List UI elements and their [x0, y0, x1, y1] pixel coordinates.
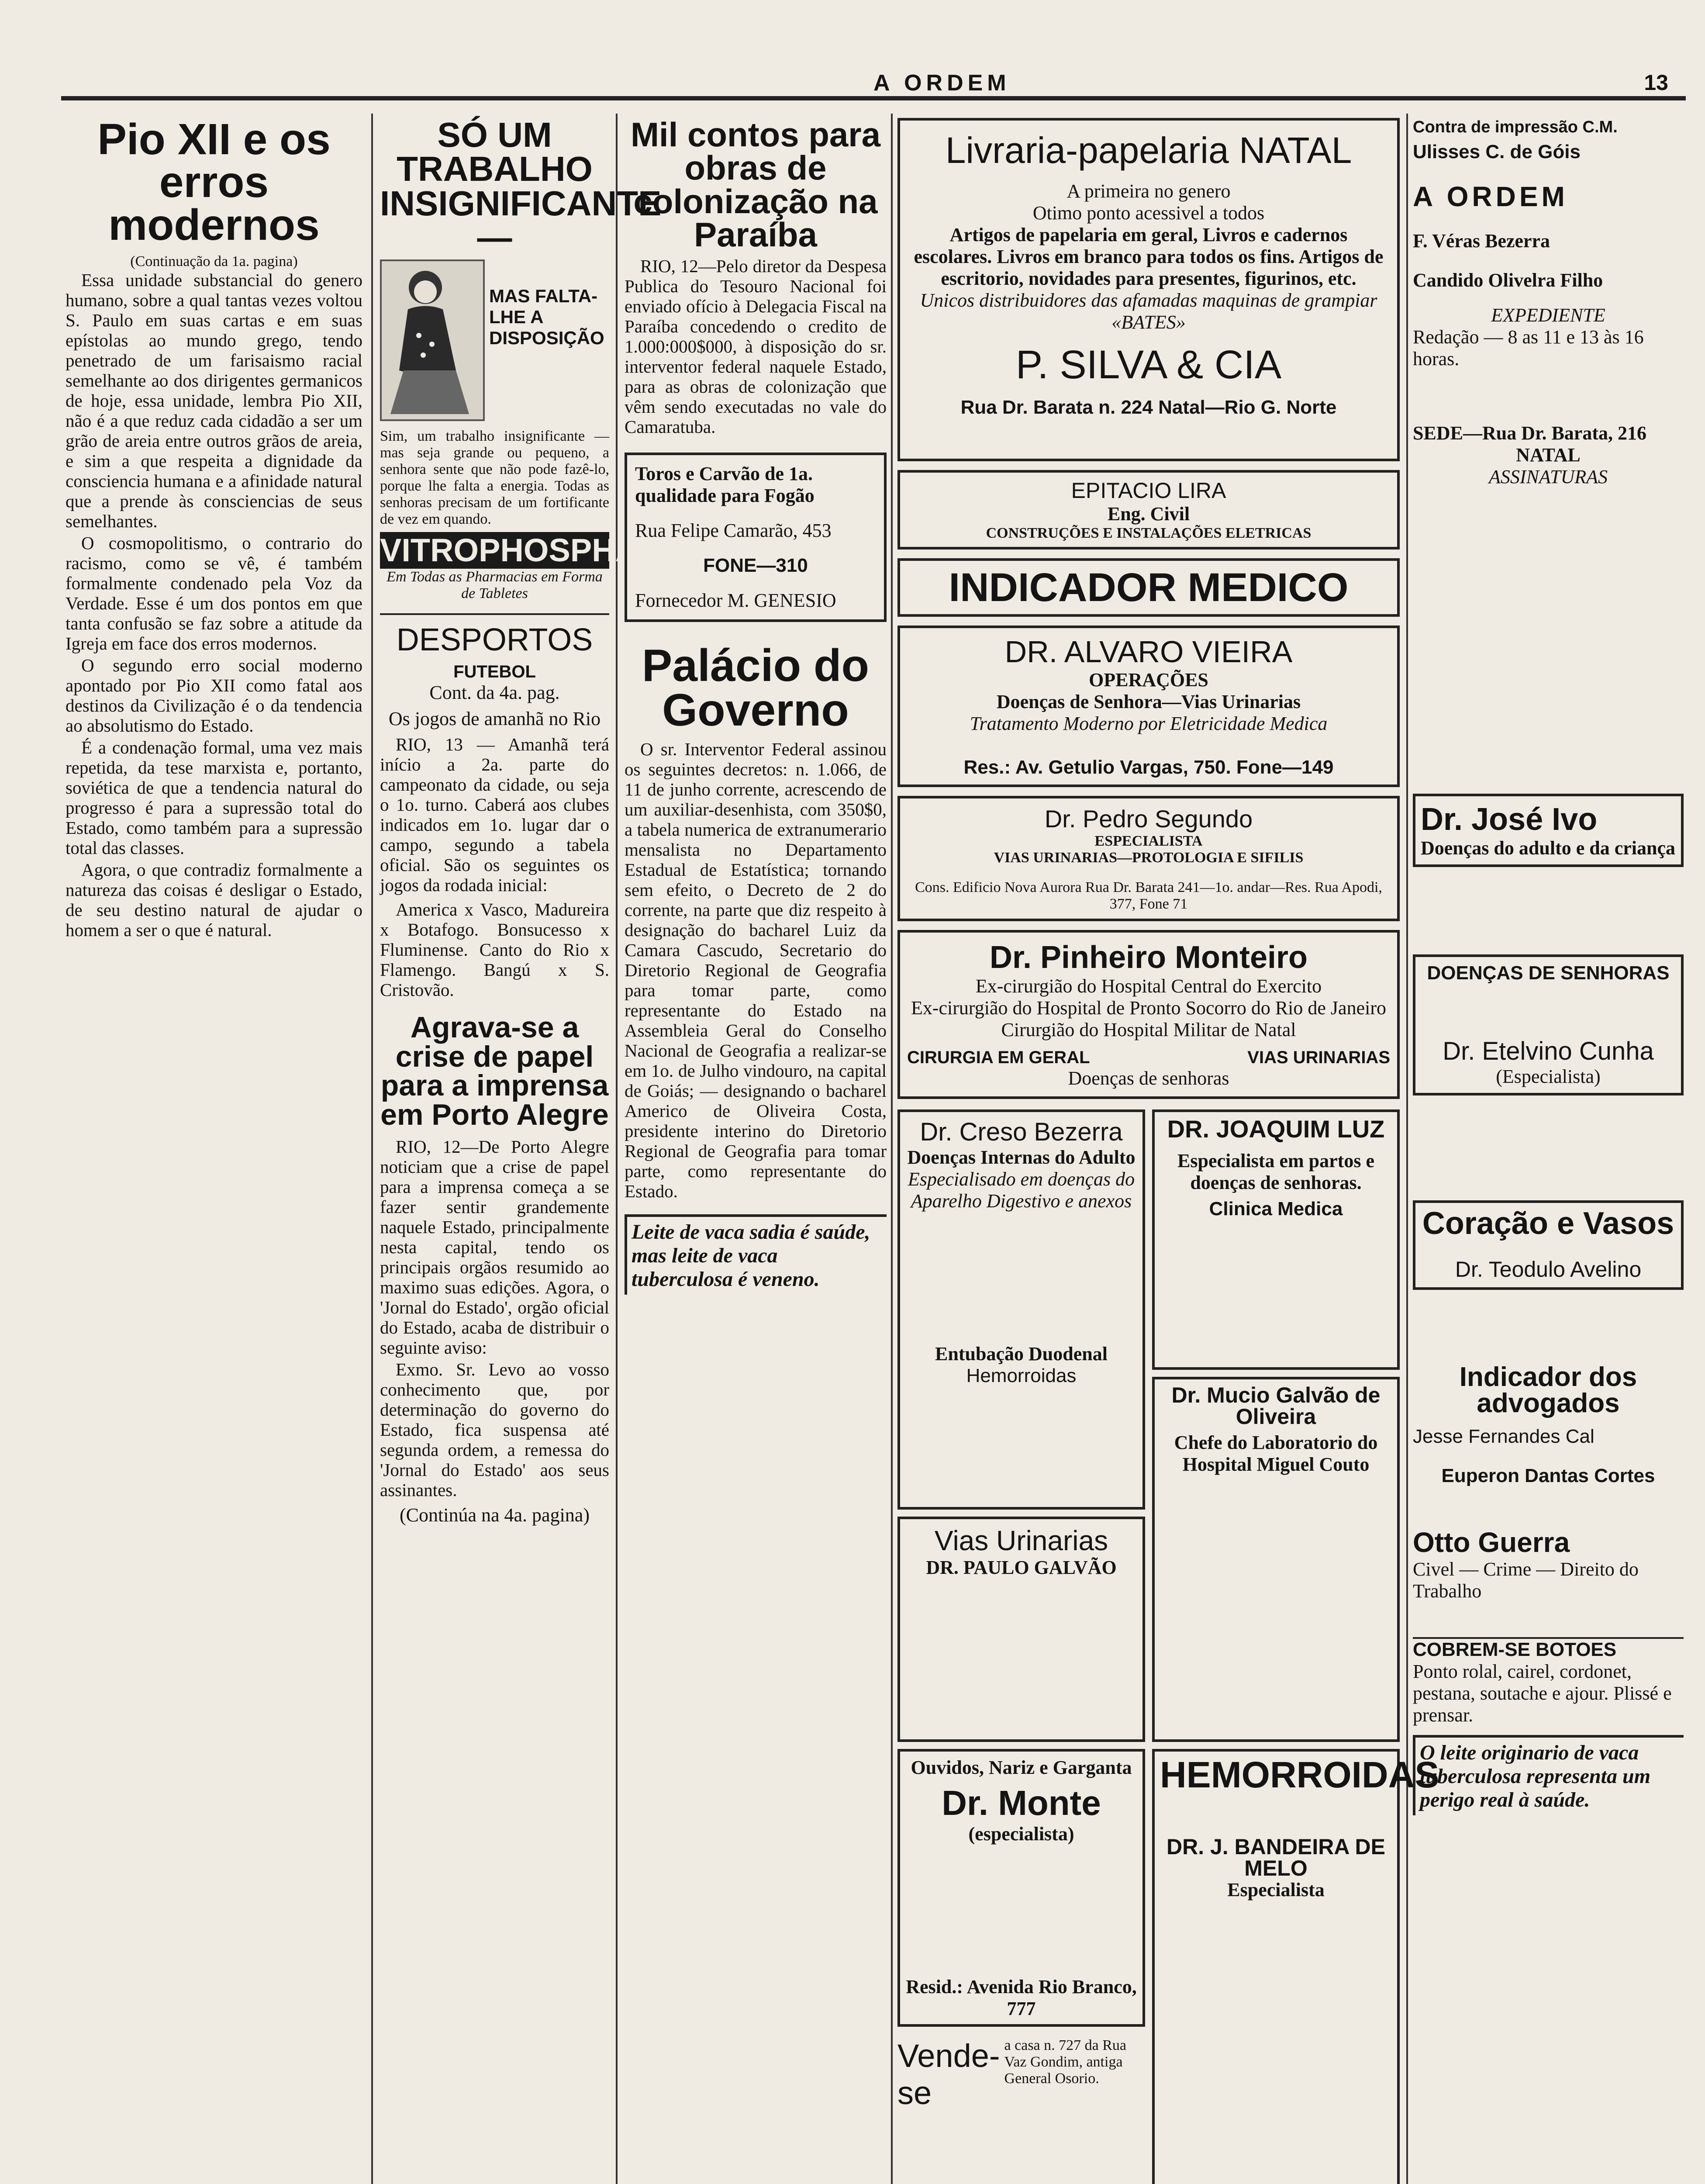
article-headline: Pio XII e os erros modernos [97, 115, 331, 249]
lawyer-name: Euperon Dantas Cortes [1441, 1465, 1655, 1487]
doctor-spec: (Especialista) [1496, 1066, 1601, 1087]
doctor-service: Hemorroidas [966, 1365, 1077, 1387]
doctor-line: Doenças de senhoras [1068, 1068, 1229, 1089]
ad-toros-phone: FONE—310 [703, 554, 808, 576]
ad-jose-ivo [1413, 794, 1684, 867]
doctor-sub: Chefe do Laboratorio do Hospital Miguel Couto [1174, 1432, 1378, 1476]
cobrem-text: Ponto rolal, cairel, cordonet, pestana, soutache e ajour. Plissé e prensar. [1413, 1661, 1672, 1726]
doctor-name: Dr. Etelvino Cunha [1443, 1037, 1654, 1065]
ad-title: Vias Urinarias [934, 1525, 1108, 1557]
sports-continuation: Cont. da 4a. pag. [429, 682, 560, 704]
page-number: 13 [1644, 70, 1668, 95]
ad-text: Sim, um trabalho insignificante — mas seja grande ou pequeno, a senhora sente que não pode fazê-lo, porque lhe falta a energia. Todas as senhoras precisam de um fortificante de vez em quando. [380, 428, 609, 527]
doctor-spec: ESPECIALISTA [1094, 833, 1203, 850]
news-body: RIO, 12—De Porto Alegre noticiam que a crise de papel para a imprensa começa a se fazer sentir grandemente naquele Estado, principalmente nesta capital, tendo os principais orgãos resumido ao maximo suas edições. Agora, o 'Jornal do Estado', orgão oficial do Estado, acaba de distribuir o seguinte aviso: [380, 1136, 609, 1358]
doctor-spec: Especialista [1227, 1879, 1325, 1901]
page-header [61, 70, 1686, 100]
article-paragraph: Essa unidade substancial do genero humano, sobre a qual tantas vezes voltou S. Paulo em suas cartas e em suas epístolas ao mundo grego, tendo penetrado de um farisaismo racial semelhante ao dos dirigentes germanicos de hoje, essa unidade, lembra Pio XII, não é a que reduz cada cidadão a ser um grão de areia entre outros grãos de areia, e sim a que respeita a dignidade da consciencia humana e a afinidade natural que a prende às consciencias de seus semelhantes. [66, 270, 362, 531]
sports-headline: Os jogos de amanhã no Rio [388, 708, 601, 730]
epitacio-line: CONSTRUÇÕES E INSTALAÇÕES ELETRICAS [986, 525, 1312, 541]
column-three [625, 115, 887, 2184]
lawyer-name: Otto Guerra [1413, 1527, 1570, 1559]
doctor-line: Ex-cirurgião do Hospital Central do Exercito [975, 975, 1322, 997]
column-two [380, 115, 681, 2184]
milk-notice: O leite originario de vaca tuberculosa representa um perigo real à saúde. [1413, 1735, 1684, 1815]
assinaturas-title: ASSINATURAS [1488, 466, 1608, 487]
expediente-hours: Redação — 8 as 11 e 13 às 16 horas. [1413, 326, 1644, 370]
doctor-spec: Doenças de Senhora—Vias Urinarias [996, 691, 1301, 713]
ad-subhead: MAS FALTA-LHE A DISPOSIÇÃO [489, 285, 604, 348]
contra-text: Contra de impressão C.M. [1413, 118, 1618, 136]
doctor-name: DR. ALVARO VIEIRA [1004, 635, 1293, 669]
doctor-name: DR. PAULO GALVÃO [926, 1557, 1117, 1579]
brand-name: VITROPHOSPHATO [380, 532, 681, 568]
doctor-clinic: Clinica Medica [1209, 1198, 1343, 1220]
epitacio-subtitle: Eng. Civil [1107, 503, 1190, 525]
doctor-address: Res.: Av. Getulio Vargas, 750. Fone—149 [963, 757, 1334, 778]
ad-head: Ouvidos, Nariz e Garganta [911, 1757, 1132, 1779]
doctor-spec: Doenças do adulto e da criança [1421, 837, 1675, 859]
sports-body: RIO, 13 — Amanhã terá início a 2a. parte do campeonato da cidade, ou seja o 1o. turno. Caberá aos clubes indicados em 1o. lugar dar o campo, segundo a tabela oficial. São os seguintes os jogos da rodada inicial: [380, 734, 609, 895]
article-paragraph: O segundo erro social moderno apontado por Pio XII como fatal aos destinos da Civilização é o da tendencia ao absolutismo do Estado. [66, 655, 362, 736]
doctor-name: Dr. Creso Bezerra [920, 1118, 1123, 1147]
ad-toros [625, 453, 887, 622]
ad-etelvino [1413, 954, 1684, 1095]
doctor-specialty: VIAS URINARIAS [1247, 1048, 1390, 1068]
palacio-headline: Palácio do Governo [642, 640, 870, 736]
doctor-name: Dr. Pedro Segundo [1044, 805, 1253, 833]
doctor-line: Cirurgião do Hospital Militar de Natal [1001, 1019, 1296, 1041]
livraria-title: Livraria-papelaria NATAL [945, 130, 1352, 171]
ad-title: DOENÇAS DE SENHORAS [1427, 962, 1670, 984]
vende-text: a casa n. 727 da Rua Vaz Gondim, antiga General Osorio. [1004, 2037, 1127, 2087]
livraria-line: Otimo ponto acessivel a todos [1032, 202, 1265, 224]
doctor-name: Dr. Monte [942, 1783, 1101, 1823]
doctor-name: DR. J. BANDEIRA DE MELO [1167, 1835, 1385, 1881]
ad-toros-title: Toros e Carvão de 1a. qualidade para Fogão [635, 463, 815, 506]
doctor-sub: OPERAÇÕES [1089, 669, 1208, 691]
sports-title: DESPORTOS [396, 622, 593, 658]
ad-title: Coração e Vasos [1422, 1206, 1674, 1241]
ad-segundo [897, 796, 1400, 921]
doctor-address: Resid.: Avenida Rio Branco, 777 [906, 1976, 1137, 2020]
column-rule [891, 114, 893, 2184]
doctor-spec: Doenças Internas do Adulto [907, 1147, 1136, 1168]
masthead-ordem: A ORDEM [1413, 181, 1568, 212]
article-body: RIO, 12—Pelo diretor da Despesa Publica do Tesouro Nacional foi enviado ofício à Delegacia Fiscal na Paraíba concedendo o credito de 1.000:000$000, à disposição do sr. interventor federal naquele Estado, para as obras de colonização que vêm sendo executadas no vale do Camaratuba. [625, 256, 887, 437]
ad-bandeira [1152, 1749, 1439, 2184]
doctor-name: Dr. José Ivo [1421, 802, 1598, 837]
doctor-name: Dr. Teodulo Avelino [1455, 1257, 1642, 1282]
doctor-area: VIAS URINARIAS—PROTOLOGIA E SIFILIS [994, 850, 1304, 866]
expediente-title: EXPEDIENTE [1491, 304, 1605, 326]
doctor-line: Ex-cirurgião do Hospital de Pronto Socorro do Rio de Janeiro [911, 997, 1386, 1019]
article-pio-xii [66, 115, 362, 2184]
milk-notice: Leite de vaca sadia é saúde, mas leite de vaca tuberculosa é veneno. [625, 1214, 887, 1295]
column-rule [1406, 114, 1408, 2184]
lawyer-name: Jesse Fernandes Cal [1413, 1426, 1595, 1448]
doctor-spec: (especialista) [968, 1823, 1074, 1845]
cobrem-title: COBREM-SE BOTOES [1413, 1637, 1684, 1661]
doctor-treat: Tratamento Moderno por Eletricidade Medica [970, 713, 1328, 735]
ad-joaquim [1152, 1109, 1400, 1370]
epitacio-title: EPITACIO LIRA [1071, 478, 1226, 503]
ad-toros-supplier: Fornecedor M. GENESIO [635, 589, 836, 611]
sede-address: SEDE—Rua Dr. Barata, 216 [1413, 422, 1646, 444]
ad-avelino [1413, 1200, 1684, 1290]
ad-pinheiro [897, 930, 1400, 1099]
ad-toros-address: Rua Felipe Camarão, 453 [635, 519, 832, 541]
livraria-owner: P. SILVA & CIA [1015, 342, 1282, 387]
sede-city: NATAL [1516, 444, 1581, 466]
ad-mucio [1152, 1377, 1400, 1742]
doctor-name: Dr. Pinheiro Monteiro [989, 940, 1308, 975]
indicador-title: INDICADOR MEDICO [949, 565, 1349, 610]
doctor-name: DR. JOAQUIM LUZ [1167, 1115, 1385, 1143]
newspaper-name: A ORDEM [873, 70, 1011, 96]
ad-monte [897, 1749, 1145, 2027]
doctor-sub: Especialisado em doenças do Aparelho Digestivo e anexos [908, 1168, 1135, 1212]
indicador-medico [897, 558, 1400, 617]
games-list: America x Vasco, Madureira x Botafogo. Bonsucesso x Fluminense. Canto do Rio x Flamengo. Bangú x S. Cristovão. [380, 899, 609, 1000]
livraria-line: A primeira no genero [1066, 180, 1231, 202]
article-headline: Mil contos para obras de colonização na Paraíba [630, 115, 881, 254]
doctor-specialty: CIRURGIA EM GERAL [907, 1048, 1090, 1068]
column-five [1413, 118, 1684, 2184]
ad-livraria [897, 118, 1400, 461]
staff-name: F. Véras Bezerra [1413, 230, 1550, 252]
news-quote: Exmo. Sr. Levo ao vosso conhecimento que, por determinação do governo do Estado, fica suspensa até segunda ordem, a remessa do 'Jornal do Estado' aos seus assinantes. [380, 1359, 609, 1500]
ad-alvaro [897, 625, 1400, 787]
news-headline: Agrava-se a crise de papel para a imprensa em Porto Alegre [380, 1011, 609, 1131]
ad-creso [897, 1109, 1145, 1510]
column-rule [616, 114, 618, 2184]
ad-epitacio [897, 470, 1400, 549]
article-paragraph: É a condenação formal, uma vez mais repetida, da tese marxista e, portanto, soviética de que a tendencia natural do progresso é para a supressão total do Estado, como também para a supressão total das classes. [66, 737, 362, 858]
staff-name: Candido Olivelra Filho [1413, 270, 1603, 291]
advogados-title: Indicador dos advogados [1459, 1362, 1637, 1419]
woman-illustration [380, 259, 485, 421]
continuation-note: (Continuação da 1a. pagina) [130, 253, 298, 270]
doctor-spec: Especialista em partos e doenças de senhoras. [1177, 1150, 1374, 1194]
brand-subtitle: Em Todas as Pharmacias em Forma de Tabletes [387, 569, 603, 602]
doctor-service: Entubação Duodenal [935, 1343, 1108, 1365]
doctor-address: Cons. Edificio Nova Aurora Rua Dr. Barata 241—1o. andar—Res. Rua Apodi, 377, Fone 71 [915, 879, 1382, 912]
column-rule [371, 114, 373, 2184]
column-four [897, 118, 1439, 2184]
article-paragraph: Agora, o que contradiz formalmente a natureza das coisas é desligar o Estado, de seu destino natural de ajudar o homem a ser o que é natural. [66, 860, 362, 940]
doctor-name: Dr. Mucio Galvão de Oliveira [1171, 1383, 1381, 1429]
director-name: Ulisses C. de Góis [1413, 141, 1581, 162]
continue-note: (Continúa na 4a. pagina) [400, 1504, 590, 1526]
lawyer-area: Civel — Crime — Direito do Trabalho [1413, 1559, 1639, 1602]
ad-title: HEMORROIDAS [1160, 1754, 1439, 1796]
ad-vias [897, 1517, 1145, 1742]
livraria-line: Unicos distribuidores das afamadas maquinas de grampiar «BATES» [920, 290, 1377, 333]
vende-label: Vende-se [897, 2038, 1000, 2111]
article-paragraph: O cosmopolitismo, o contrario do racismo, como se vê, é também formalmente condenado pela Voz da Verdade. Esse é um dos pontos em que tanta confusão se faz sobre a atitude da Igreja em face dos erros modernos. [66, 533, 362, 653]
palacio-body: O sr. Interventor Federal assinou os seguintes decretos: n. 1.066, de 11 de junho corrente, acrescendo de um auxiliar-desenhista, com 350$0, a tabela numerica de extranumerario mensalista no Departamento Estadual de Estatística; tornando sem efeito, o Decreto de 2 do corrente, na parte que diz respeito à designação do bacharel Luiz da Camara Cascudo, Secretario do Diretorio Regional de Geografia para tomar parte, como representante do Estado na Assembleia Geral do Conselho Nacional de Geografia a realizar-se em 1o. de Julho vindouro, na capital de Goiás; — designando o bacharel Americo de Oliveira Costa, presidente interino do Diretorio Regional de Geografia para tomar parte, como representante do Estado. [625, 739, 887, 1201]
ad-headline: SÓ UM TRABALHO INSIGNIFICANTE— [380, 115, 662, 257]
livraria-address: Rua Dr. Barata n. 224 Natal—Rio G. Norte [960, 397, 1337, 418]
livraria-line: Artigos de papelaria em geral, Livros e cadernos escolares. Livros em branco para todos os fins. Artigos de escritorio, novidades para presentes, figurinos, etc. [914, 224, 1384, 289]
sports-subtitle: FUTEBOL [453, 662, 536, 682]
